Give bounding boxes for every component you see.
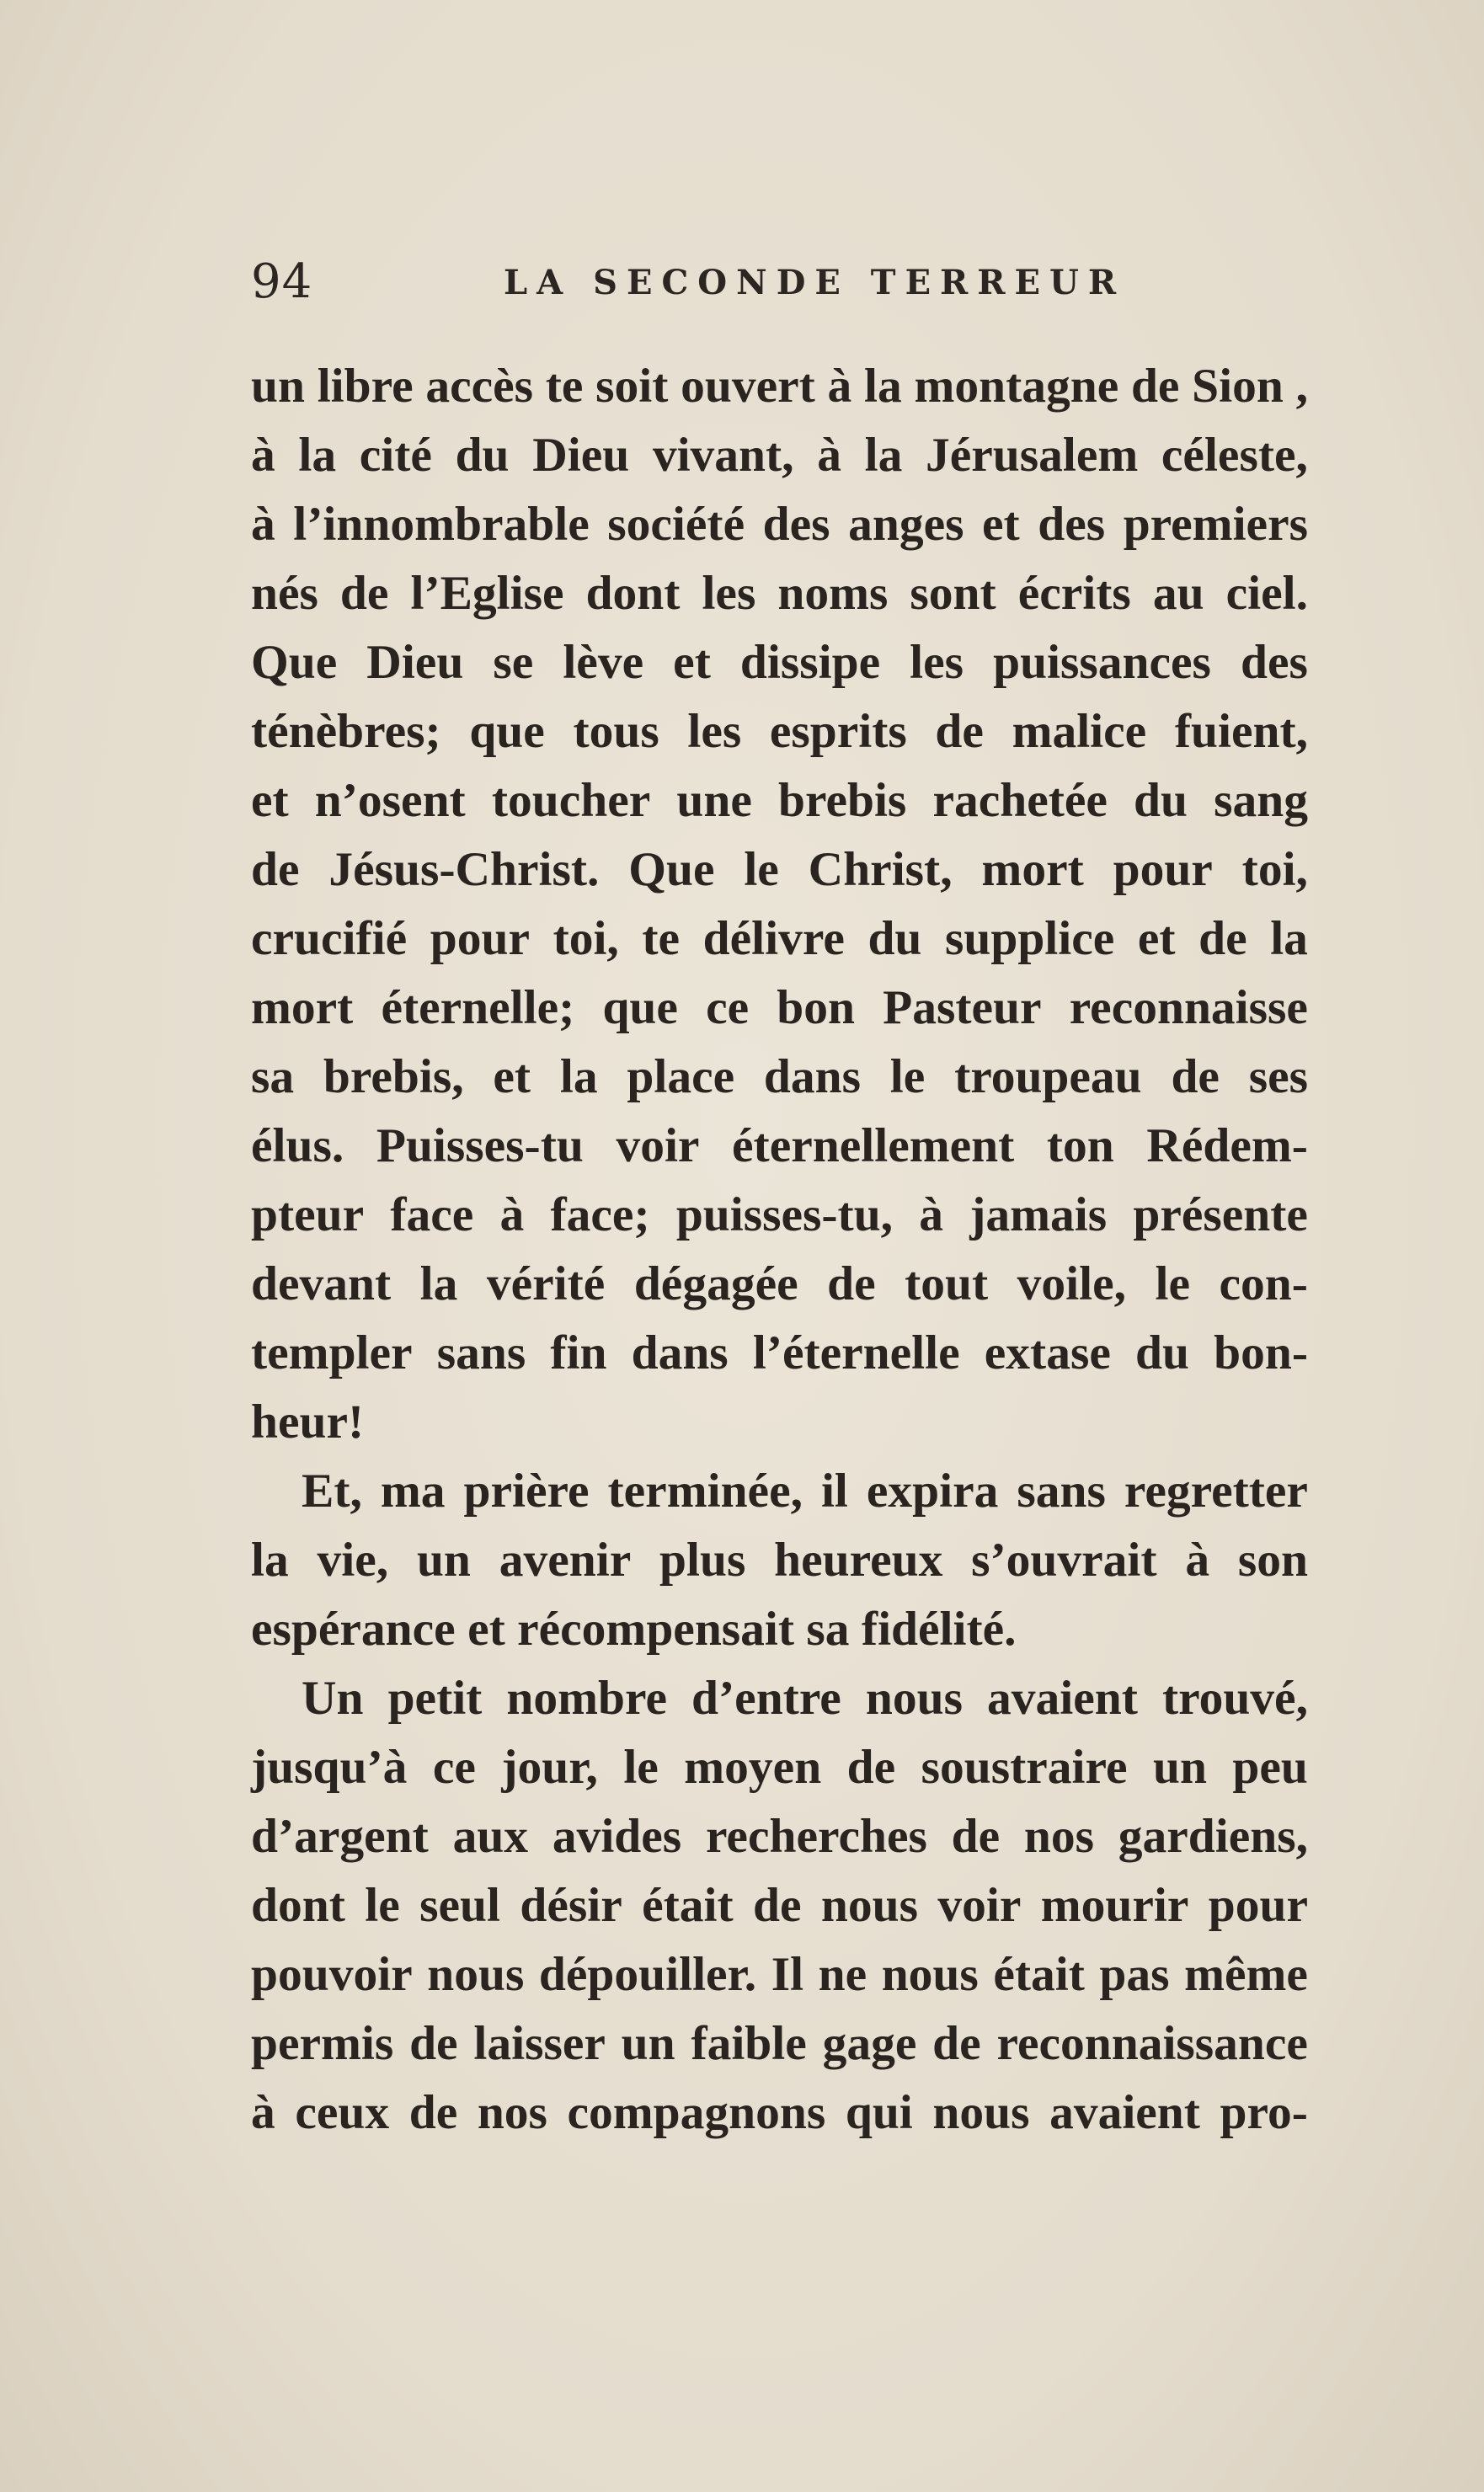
- page-number: 94: [251, 254, 313, 309]
- text-line: de Jésus-Christ. Que le Christ, mort pour toi,: [251, 843, 1308, 896]
- text-line: devant la vérité dégagée de tout voile, le con-: [251, 1257, 1308, 1310]
- text-line: dont le seul désir était de nous voir mourir pour: [251, 1879, 1308, 1932]
- text-line: mort éternelle; que ce bon Pasteur reconnaisse: [251, 981, 1308, 1034]
- text-line: d’argent aux avides recherches de nos gardiens,: [251, 1810, 1308, 1863]
- text-line: et n’osent toucher une brebis rachetée du sang: [251, 774, 1308, 827]
- text-line: pouvoir nous dépouiller. Il ne nous était pas même: [251, 1948, 1308, 2001]
- text-line: permis de laisser un faible gage de reconnaissance: [251, 2017, 1308, 2070]
- text-line: espérance et récompensait sa fidélité.: [251, 1603, 1017, 1656]
- page-header: [251, 254, 1304, 322]
- text-line: jusqu’à ce jour, le moyen de soustraire un peu: [251, 1741, 1308, 1794]
- text-line: pteur face à face; puisses-tu, à jamais présente: [251, 1188, 1308, 1241]
- text-line: Et, ma prière terminée, il expira sans regretter: [302, 1465, 1308, 1518]
- text-line: Que Dieu se lève et dissipe les puissances des: [251, 636, 1308, 689]
- text-line: sa brebis, et la place dans le troupeau de ses: [251, 1050, 1308, 1103]
- text-line: nés de l’Eglise dont les noms sont écrits au ciel.: [251, 567, 1308, 620]
- text-line: à l’innombrable société des anges et des premiers: [251, 498, 1308, 551]
- text-line: templer sans fin dans l’éternelle extase du bon-: [251, 1326, 1308, 1379]
- text-line: crucifié pour toi, te délivre du supplice et de la: [251, 912, 1308, 965]
- text-line: à ceux de nos compagnons qui nous avaient pro-: [251, 2086, 1308, 2139]
- text-line: un libre accès te soit ouvert à la montagne de Sion ,: [251, 360, 1308, 413]
- text-line: élus. Puisses-tu voir éternellement ton Rédem-: [251, 1119, 1308, 1172]
- body-text: [251, 352, 1308, 2148]
- text-line: la vie, un avenir plus heureux s’ouvrait à son: [251, 1534, 1308, 1587]
- text-line: ténèbres; que tous les esprits de malice fuient,: [251, 705, 1308, 758]
- running-title: LA SECONDE TERREUR: [504, 263, 1126, 302]
- text-line: heur!: [251, 1395, 365, 1449]
- text-line: à la cité du Dieu vivant, à la Jérusalem céleste,: [251, 429, 1308, 482]
- text-line: Un petit nombre d’entre nous avaient trouvé,: [302, 1672, 1308, 1725]
